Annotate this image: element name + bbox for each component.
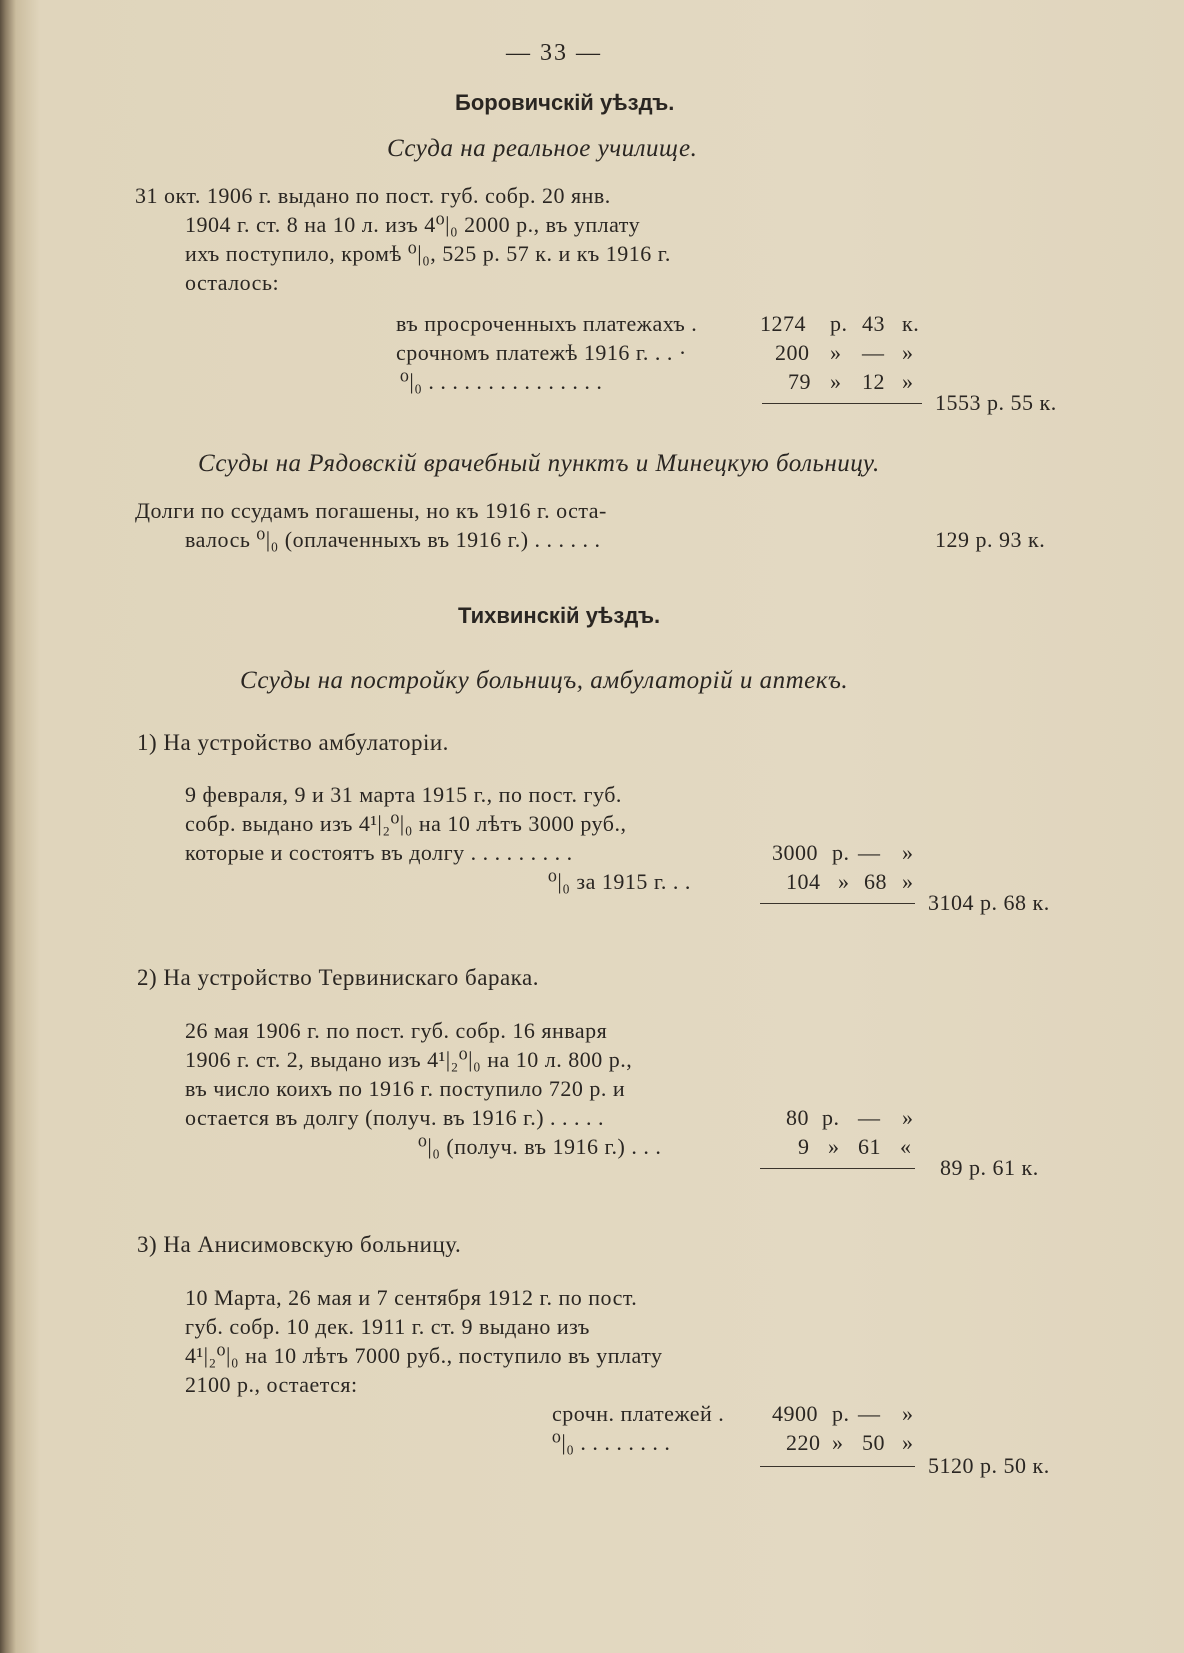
row-rub: 1274 [760, 311, 806, 336]
row-rub: 200 [775, 340, 810, 365]
row-kop: 43 [862, 311, 885, 336]
row-unit: » [828, 1134, 840, 1159]
text-line: которые и состоятъ въ долгу . . . . . . . . . [185, 840, 573, 865]
row-unit: р. [830, 311, 848, 336]
row-label: въ просроченныхъ платежахъ . [396, 311, 698, 336]
text-line: 10 Марта, 26 мая и 7 сентября 1912 г. по пост. [185, 1285, 638, 1310]
text-line: Долги по ссудамъ погашены, но къ 1916 г. оста- [135, 498, 607, 523]
item-heading: 3) На Анисимовскую больницу. [137, 1232, 462, 1257]
section-title-borovichi: Боровичскій уѣздъ. [455, 90, 675, 115]
row-unit: р. [832, 840, 850, 865]
subtotal: 1553 р. 55 к. [935, 390, 1057, 415]
row-unit: « [900, 1134, 912, 1159]
row-kop: — [858, 1105, 881, 1130]
row-label: ⁰|₀ . . . . . . . . [552, 1430, 671, 1455]
row-unit: » [830, 340, 842, 365]
row-unit: » [902, 840, 914, 865]
text-line: 2100 р., остается: [185, 1372, 358, 1397]
row-label: ⁰|₀ (получ. въ 1916 г.) . . . [418, 1134, 662, 1159]
row-rub: 104 [786, 869, 821, 894]
row-rub: 80 [786, 1105, 809, 1130]
row-unit: » [838, 869, 850, 894]
row-unit: р. [832, 1401, 850, 1426]
subsection-title-real-school: Ссуда на реальное училище. [387, 135, 698, 162]
text-line: 4¹|₂⁰|₀ на 10 лѣтъ 7000 руб., поступило въ уплату [185, 1343, 663, 1368]
subtotal: 5120 р. 50 к. [928, 1453, 1050, 1478]
text-line: собр. выдано изъ 4¹|₂⁰|₀ на 10 лѣтъ 3000 руб., [185, 811, 627, 836]
row-unit: » [902, 340, 914, 365]
row-unit: к. [902, 311, 920, 336]
subtotal: 3104 р. 68 к. [928, 890, 1050, 915]
row-rub: 9 [798, 1134, 810, 1159]
row-rub: 4900 [772, 1401, 818, 1426]
row-kop: 12 [862, 369, 885, 394]
row-unit: » [902, 1430, 914, 1455]
text-line: 9 февраля, 9 и 31 марта 1915 г., по пост. губ. [185, 782, 622, 807]
text-line: 31 окт. 1906 г. выдано по пост. губ. собр. 20 янв. [135, 183, 611, 208]
text-line: 1904 г. ст. 8 на 10 л. изъ 4⁰|₀ 2000 р., въ уплату [185, 212, 641, 237]
row-unit: » [830, 369, 842, 394]
row-kop: — [858, 840, 881, 865]
item-heading: 2) На устройство Тервинискаго барака. [137, 965, 539, 990]
sum-rule [760, 903, 915, 904]
row-kop: 50 [862, 1430, 885, 1455]
row-label: срочномъ платежѣ 1916 г. . . · [396, 340, 687, 365]
row-unit: » [902, 1401, 914, 1426]
row-kop: — [862, 340, 885, 365]
row-unit: » [832, 1430, 844, 1455]
row-rub: 79 [788, 369, 811, 394]
row-rub: 3000 [772, 840, 818, 865]
sum-rule [760, 1466, 915, 1467]
row-unit: р. [822, 1105, 840, 1130]
row-unit: » [902, 869, 914, 894]
row-label: ⁰|₀ за 1915 г. . . [548, 869, 691, 894]
subsection-title-hospitals: Ссуды на постройку больницъ, амбулаторій и аптекъ. [240, 667, 849, 694]
row-label: срочн. платежей . [552, 1401, 725, 1426]
page-number: — 33 — [506, 40, 602, 66]
text-line: валось ⁰|₀ (оплаченныхъ въ 1916 г.) . . . . . . [185, 527, 601, 552]
text-line: въ число коихъ по 1916 г. поступило 720 р. и [185, 1076, 626, 1101]
text-line: ихъ поступило, кромѣ ⁰|₀, 525 р. 57 к. и къ 1916 г. [185, 241, 671, 266]
row-rub: 220 [786, 1430, 821, 1455]
subsection-title-ryadovsky: Ссуды на Рядовскій врачебный пунктъ и Минецкую больницу. [198, 450, 880, 477]
item-heading: 1) На устройство амбулаторіи. [137, 730, 449, 755]
row-unit: » [902, 1105, 914, 1130]
row-kop: 61 [858, 1134, 881, 1159]
row-kop: 68 [864, 869, 887, 894]
text-line: 1906 г. ст. 2, выдано изъ 4¹|₂⁰|₀ на 10 л. 800 р., [185, 1047, 633, 1072]
subtotal: 129 р. 93 к. [935, 527, 1046, 552]
text-line: губ. собр. 10 дек. 1911 г. ст. 9 выдано изъ [185, 1314, 590, 1339]
row-unit: » [902, 369, 914, 394]
subtotal: 89 р. 61 к. [940, 1155, 1039, 1180]
text-line: осталось: [185, 270, 280, 295]
sum-rule [760, 1168, 915, 1169]
row-label: ⁰|₀ . . . . . . . . . . . . . . . [400, 369, 603, 394]
sum-rule [762, 403, 922, 404]
text-line: 26 мая 1906 г. по пост. губ. собр. 16 января [185, 1018, 608, 1043]
text-line: остается въ долгу (получ. въ 1916 г.) . . . . . [185, 1105, 605, 1130]
section-title-tikhvin: Тихвинскій уѣздъ. [458, 603, 661, 628]
row-kop: — [858, 1401, 881, 1426]
